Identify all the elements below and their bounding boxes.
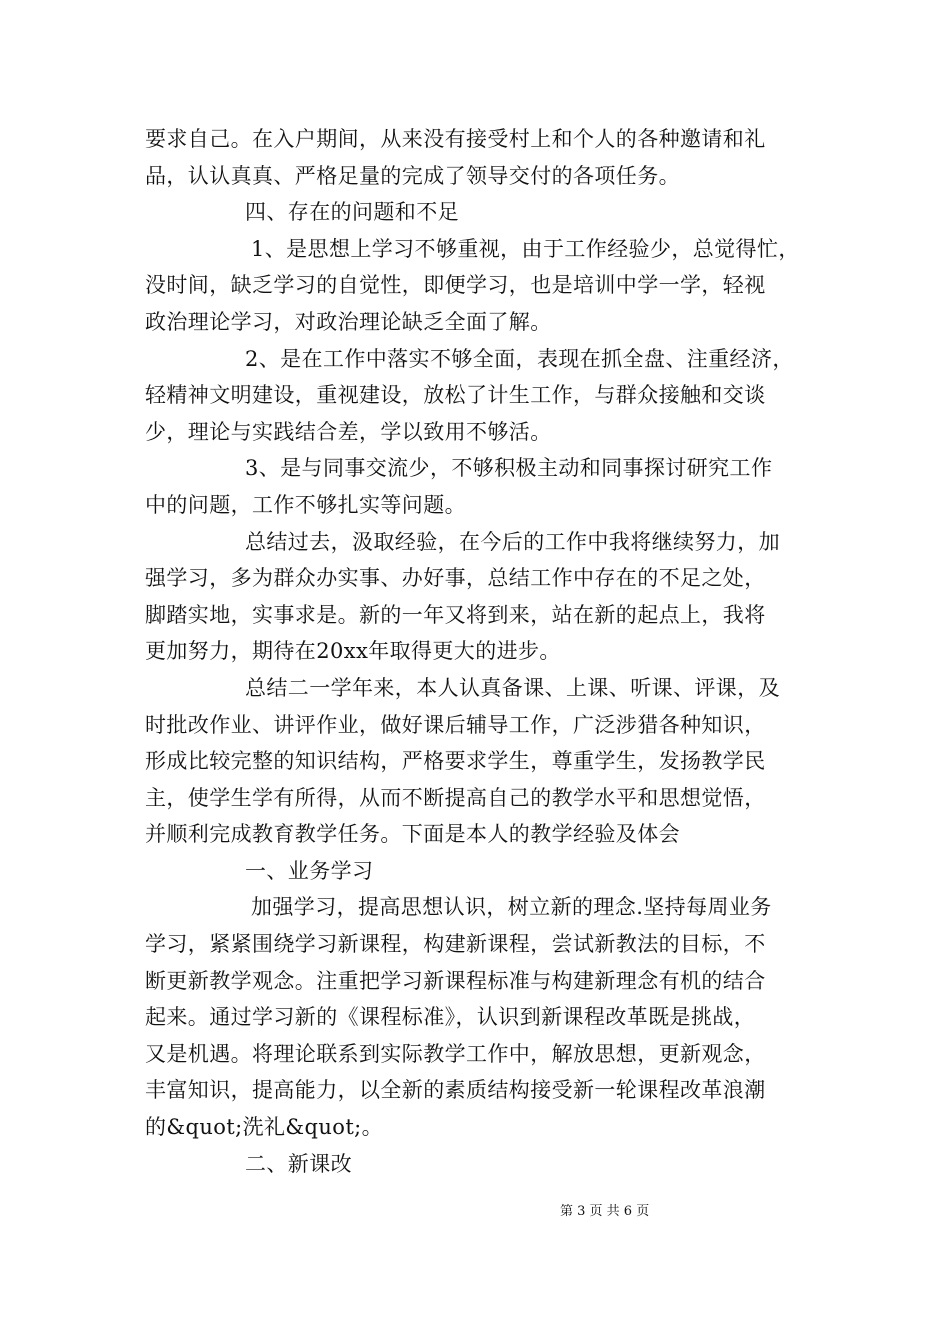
text-line: 的&quot;洗礼&quot;。 xyxy=(145,1115,384,1140)
text-line: 3、是与同事交流少，不够积极主动和同事探讨研究工作 xyxy=(245,456,773,481)
text-line: 起来。通过学习新的《课程标准》，认识到新课程改革既是挑战， xyxy=(145,1005,756,1030)
document-body xyxy=(145,121,810,1182)
page-number-footer: 第 3 页 共 6 页 xyxy=(560,1204,650,1219)
text-line: 品，认认真真、严格足量的完成了领导交付的各项任务。 xyxy=(145,163,680,188)
text-line: 没时间，缺乏学习的自觉性，即便学习，也是培训中学一学，轻视 xyxy=(145,273,766,298)
text-line: 轻精神文明建设，重视建设，放松了计生工作，与群众接触和交谈 xyxy=(145,383,766,408)
text-line: 脚踏实地，实事求是。新的一年又将到来，站在新的起点上，我将 xyxy=(145,602,766,627)
section-heading: 四、存在的问题和不足 xyxy=(245,200,459,225)
text-line: 1、是思想上学习不够重视，由于工作经验少，总觉得忙， xyxy=(251,236,800,261)
text-line: 加强学习，提高思想认识，树立新的理念.坚持每周业务 xyxy=(251,895,772,920)
section-heading: 二、新课改 xyxy=(245,1151,352,1176)
text-line: 政治理论学习，对政治理论缺乏全面了解。 xyxy=(145,309,552,334)
text-line: 主，使学生学有所得，从而不断提高自己的教学水平和思想觉悟， xyxy=(145,785,766,810)
text-line: 强学习，多为群众办实事、办好事，总结工作中存在的不足之处， xyxy=(145,566,766,591)
text-line: 并顺利完成教育教学任务。下面是本人的教学经验及体会 xyxy=(145,822,680,847)
text-line: 要求自己。在入户期间，从来没有接受村上和个人的各种邀请和礼 xyxy=(145,127,766,151)
text-line: 总结二一学年来，本人认真备课、上课、听课、评课，及 xyxy=(245,675,780,700)
text-line: 总结过去，汲取经验，在今后的工作中我将继续努力，加 xyxy=(245,529,780,554)
text-line: 形成比较完整的知识结构，严格要求学生，尊重学生，发扬教学民 xyxy=(145,749,766,774)
text-line: 丰富知识，提高能力，以全新的素质结构接受新一轮课程改革浪潮 xyxy=(145,1078,766,1103)
text-line: 断更新教学观念。注重把学习新课程标准与构建新理念有机的结合 xyxy=(145,968,766,993)
text-line: 更加努力，期待在20xx年取得更大的进步。 xyxy=(145,639,561,664)
section-heading: 一、业务学习 xyxy=(245,858,374,883)
text-line: 又是机遇。将理论联系到实际教学工作中，解放思想，更新观念， xyxy=(145,1041,766,1066)
text-line: 时批改作业、讲评作业，做好课后辅导工作，广泛涉猎各种知识， xyxy=(145,712,766,737)
text-line: 少，理论与实践结合差，学以致用不够活。 xyxy=(145,419,552,444)
text-line: 2、是在工作中落实不够全面，表现在抓全盘、注重经济， xyxy=(245,346,794,371)
text-line: 学习，紧紧围绕学习新课程，构建新课程，尝试新教法的目标，不 xyxy=(145,932,766,957)
text-line: 中的问题，工作不够扎实等问题。 xyxy=(145,492,466,517)
